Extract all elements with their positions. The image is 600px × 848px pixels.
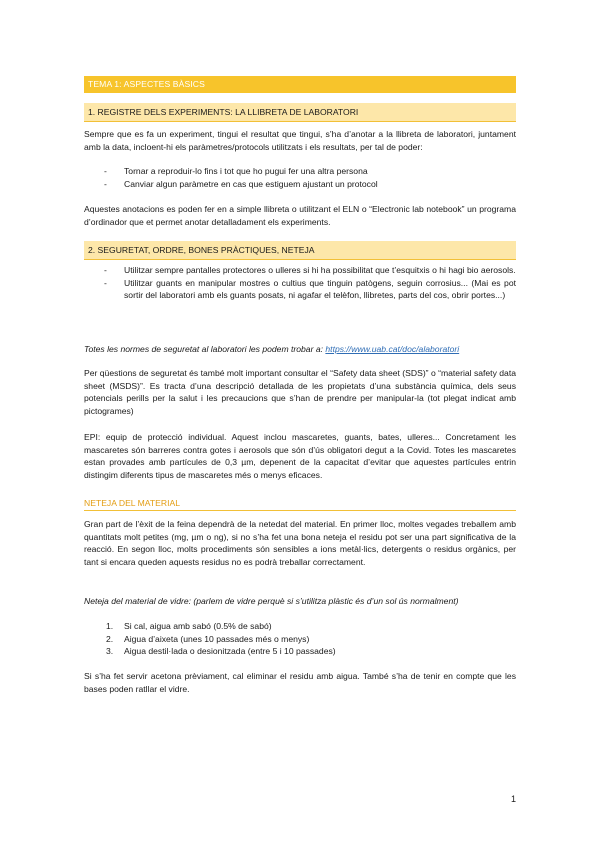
neteja-paragraph: Gran part de l’èxit de la feina dependrà de la netedat del material. En primer lloc, moltes vegades treballem amb quantitats molt petites (mg, µm o ng), si no s’ha fet una bona neteja el residu pot ser una part significativa de la reacció. En segon lloc, molts procediments són sensibles a ions metàl·lics, detergents o residus orgànics, per tant si encara queden aquests residus no es podrà treballar correctament. bbox=[84, 519, 516, 567]
section-title-registre: 1. REGISTRE DELS EXPERIMENTS: LA LLIBRETA DE LABORATORI bbox=[84, 103, 516, 122]
registre-outro: Aquestes anotacions es poden fer en a simple llibreta o utilitzant el ELN o “Electronic lab notebook” un programa d’ordinador que et permet anotar detalladament els experiments. bbox=[84, 204, 516, 227]
list-item: 3. Aigua destil·lada o desionitzada (entre 5 i 10 passades) bbox=[106, 646, 336, 657]
vidre-paragraph: Neteja del material de vidre: (parlem de vidre perquè si s’utilitza plàstic és d’un sol ús normalment) bbox=[84, 596, 459, 606]
section-title-seguretat: 2. SEGURETAT, ORDRE, BONES PRÀCTIQUES, NETEJA bbox=[84, 241, 516, 260]
epi-paragraph: EPI: equip de protecció individual. Aquest inclou mascaretes, guants, bates, ulleres... Concretament les mascaretes són barreres contra gotes i aerosols que són d’ús obligatori degut a la Covid. Totes les mascaretes estan provades amb partícules de 0,3 µm, depenent de la capacitat d’evitar que aquestes partícules entrin distingim diferents tipus de mascaretes més o menys eficaces. bbox=[84, 432, 516, 480]
neteja-subhead: NETEJA DEL MATERIAL bbox=[84, 498, 516, 511]
page-number: 1 bbox=[510, 794, 516, 804]
seguretat-list bbox=[84, 264, 516, 302]
list-item: 1. Si cal, aigua amb sabó (0.5% de sabó) bbox=[106, 621, 272, 631]
list-item: 2. Aigua d’aixeta (unes 10 passades més o menys) bbox=[106, 633, 310, 644]
list-item: - Canviar algun paràmetre en cas que estiguem ajustant un protocol bbox=[104, 178, 378, 189]
registre-list bbox=[84, 165, 516, 190]
norms-link[interactable]: https://www.uab.cat/doc/alaboratori bbox=[325, 344, 460, 354]
topic-band: TEMA 1: ASPECTES BÀSICS bbox=[84, 76, 516, 93]
list-item: - Utilitzar sempre pantalles protectores o ulleres si hi ha possibilitat que t’esquitxis o hi hagi bio aerosols. bbox=[104, 265, 516, 275]
neteja-steps bbox=[84, 620, 516, 658]
registre-intro: Sempre que es fa un experiment, tingui el resultat que tingui, s’ha d’anotar a la llibreta de laboratori, juntament amb la data, incloent-hi els paràmetres/protocols utilitzats i els resultats, per tal de poder: bbox=[84, 129, 516, 152]
norms-paragraph: Totes les normes de seguretat al laboratori les podem trobar a: https://www.uab.cat/doc/alaboratori bbox=[84, 344, 460, 354]
sds-paragraph: Per qüestions de seguretat és també molt important consultar el “Safety data sheet (SDS)” o “material safety data sheet (MSDS)”. Es tracta d’una descripció detallada de les propietats d’una substància química, dels seus potencials perills per la salut i les precaucions que s’han de prendre per manipular-la (tot plegat indicat amb pictogrames) bbox=[84, 368, 516, 416]
neteja-final: Si s’ha fet servir acetona prèviament, cal eliminar el residu amb aigua. També s’ha de tenir en compte que les bases poden ratllar el vidre. bbox=[84, 671, 516, 694]
list-item: - Utilitzar guants en manipular mostres o cultius que tinguin patògens, seguin corrosius... (Mai es pot sortir del laboratori amb els guants posats, ni agafar el telèfon, llibretes, parts del cos, obrir portes...) bbox=[104, 277, 516, 301]
list-item: - Tornar a reproduir-lo fins i tot que ho pugui fer una altra persona bbox=[104, 166, 368, 176]
